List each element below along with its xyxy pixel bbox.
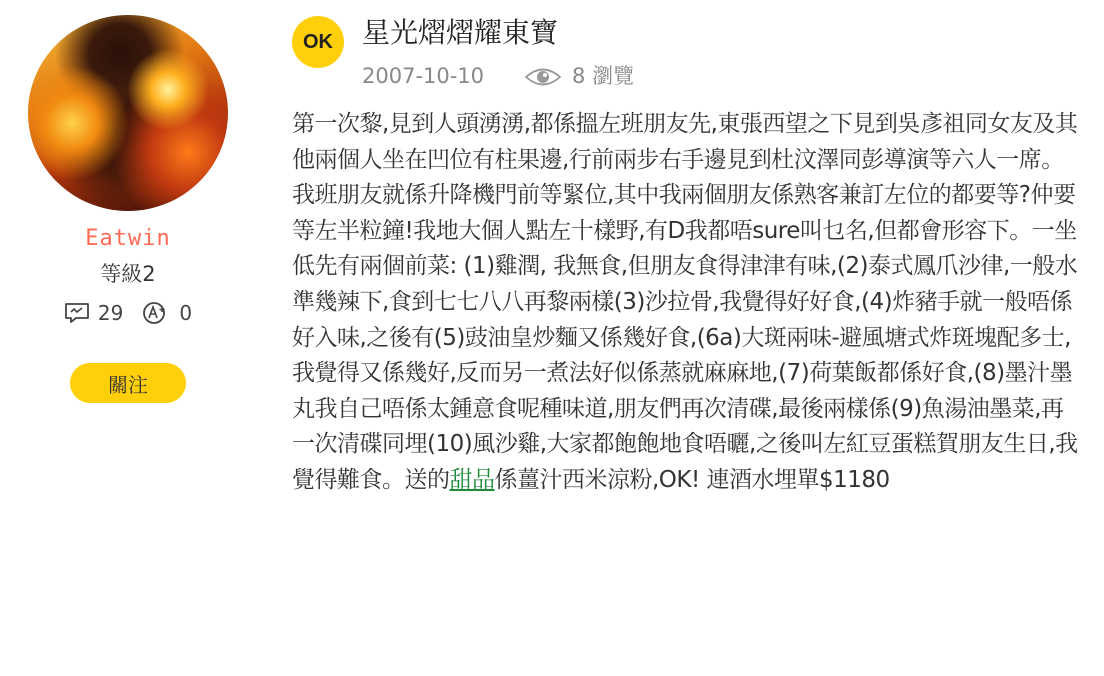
- ok-rating-badge: OK: [292, 16, 344, 68]
- user-level: 等級2: [100, 262, 156, 286]
- body-text-part: 第一次黎,見到人頭湧湧,都係搵左班朋友先,東張西望之下見到吳彥祖同女友及其他兩個人坐在凹位有柱果邊,行前兩步右手邊見到杜汶澤同彭導演等六人一席。我班朋友就係升降機門前等緊位,其中我兩個朋友係熟客兼訂左位的都要等?仲要等左半粒鐘!我地大個人點左十樣野,有D我都唔sure叫乜名,但都會形容下。一坐低先有兩個前菜: (1)雞潤, 我無食,但朋友食得津津有味,(2)泰式鳳爪沙律,一般水準幾辣下,食到七七八八再黎兩樣(3)沙拉骨,我覺得好好食,(4)炸豬手就一般唔係好入味,之後有(5)豉油皇炒麵又係幾好食,(6a)大斑兩味-避風塘式炸斑塊配多士,我覺得又係幾好,反而另一煮法好似係蒸就麻麻地,(7)荷葉飯都係好食,(8)墨汁墨丸我自己唔係太鍾意食呢種味道,朋友們再次清碟,最後兩樣係(9)魚湯油墨菜,再一次清碟同埋(10)風沙雞,大家都飽飽地食唔曬,之後叫左紅豆蛋糕賀朋友生日,我覺得難食。送的: [292, 111, 1078, 493]
- points-stat: [141, 301, 192, 325]
- post-body: [292, 107, 1082, 499]
- reviews-count: 29: [97, 301, 124, 325]
- post-title[interactable]: 星光熠熠耀東寶: [362, 16, 559, 49]
- username[interactable]: Eatwin: [85, 226, 171, 251]
- reviews-stat: [64, 301, 123, 325]
- body-text-part: 係薑汁西米涼粉,OK! 連酒水埋單$1180: [494, 466, 890, 493]
- title-block: [362, 16, 634, 89]
- eye-icon: [524, 64, 562, 88]
- views-count: 8 瀏覽: [572, 64, 635, 88]
- comment-icon: [64, 301, 90, 325]
- user-stats: [64, 301, 192, 325]
- post-date: 2007-10-10: [362, 64, 485, 88]
- post-meta: [362, 63, 634, 89]
- post-header: [292, 16, 1082, 89]
- review-post: [292, 16, 1082, 499]
- points-icon: [141, 301, 171, 325]
- views-stat: [524, 63, 634, 89]
- user-panel: [26, 15, 230, 403]
- follow-button[interactable]: 關注: [70, 363, 186, 403]
- avatar[interactable]: [28, 15, 228, 211]
- dessert-link[interactable]: 甜品: [449, 466, 495, 493]
- points-count: 0: [179, 301, 193, 325]
